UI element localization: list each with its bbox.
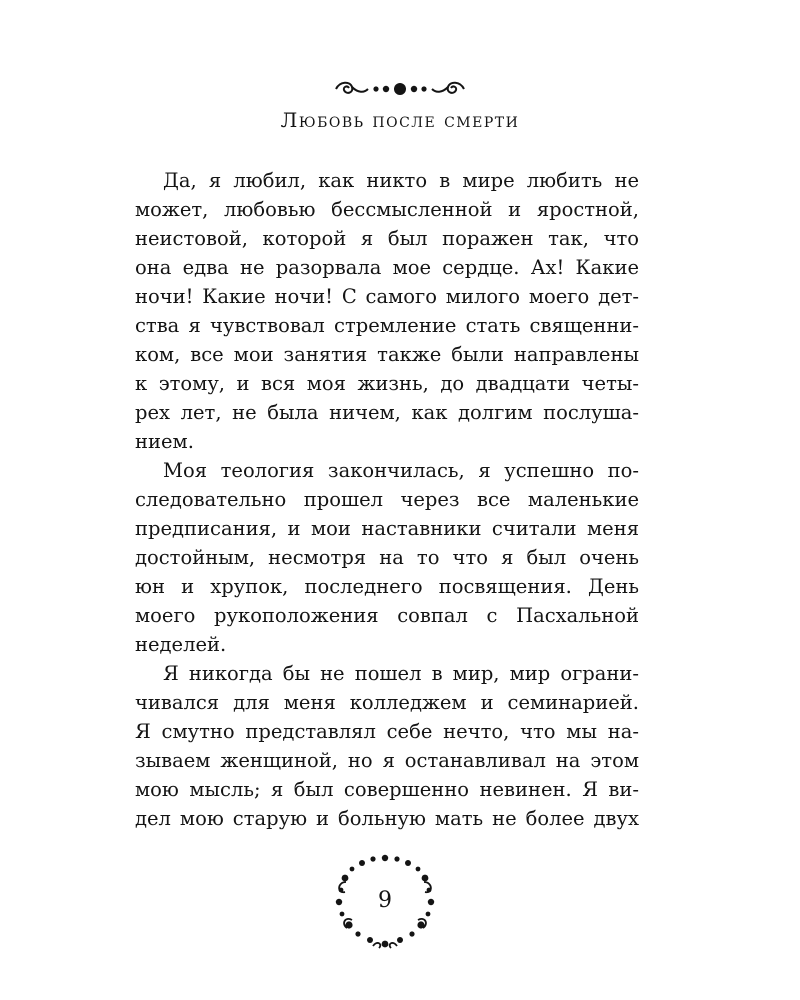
text-line: Я смутно представлял себе нечто, что мы на- <box>135 720 639 743</box>
text-line: предписания, и мои наставники считали меня <box>135 517 639 540</box>
paragraph <box>135 166 639 456</box>
text-line: зываем женщиной, но я останавливал на этом <box>135 749 639 772</box>
text-line: ночи! Какие ночи! С самого милого моего дет- <box>135 285 639 308</box>
text-line: юн и хрупок, последнего посвящения. День <box>135 575 639 598</box>
paragraph <box>135 456 639 659</box>
text-line: неделей. <box>135 633 227 656</box>
text-line: рех лет, не была ничем, как долгим послуша- <box>135 401 639 424</box>
text-line: следовательно прошел через все маленькие <box>135 488 639 511</box>
page-number-wreath <box>325 852 445 952</box>
text-line: неистовой, которой я был поражен так, что <box>135 227 639 250</box>
text-line: дел мою старую и больную мать не более двух <box>135 807 639 830</box>
text-line: ком, все мои занятия также были направлены <box>135 343 639 366</box>
text-line: мою мысль; я был совершенно невинен. Я ви- <box>135 778 639 801</box>
text-line: чивался для меня колледжем и семинарией. <box>135 691 639 714</box>
paragraph <box>135 659 639 833</box>
body-text <box>135 166 639 833</box>
text-line: Моя теология закончилась, я успешно по- <box>163 459 639 482</box>
text-line: к этому, и вся моя жизнь, до двадцати четы- <box>135 372 639 395</box>
text-line: моего рукоположения совпал с Пасхальной <box>135 604 639 627</box>
text-line: ства я чувствовал стремление стать священни- <box>135 314 639 337</box>
text-line: Я никогда бы не пошел в мир, мир ограни- <box>163 662 639 685</box>
text-line: нием. <box>135 430 194 453</box>
flourish-ornament-icon <box>330 74 470 104</box>
text-line: достойным, несмотря на то что я был очень <box>135 546 639 569</box>
page-number: 9 <box>378 888 392 913</box>
text-line: Да, я любил, как никто в мире любить не <box>163 169 639 192</box>
text-line: она едва не разорвала мое сердце. Ах! Какие <box>135 256 639 279</box>
text-line: может, любовью бессмысленной и яростной, <box>135 198 639 221</box>
chapter-title: Любовь после смерти <box>280 108 520 132</box>
